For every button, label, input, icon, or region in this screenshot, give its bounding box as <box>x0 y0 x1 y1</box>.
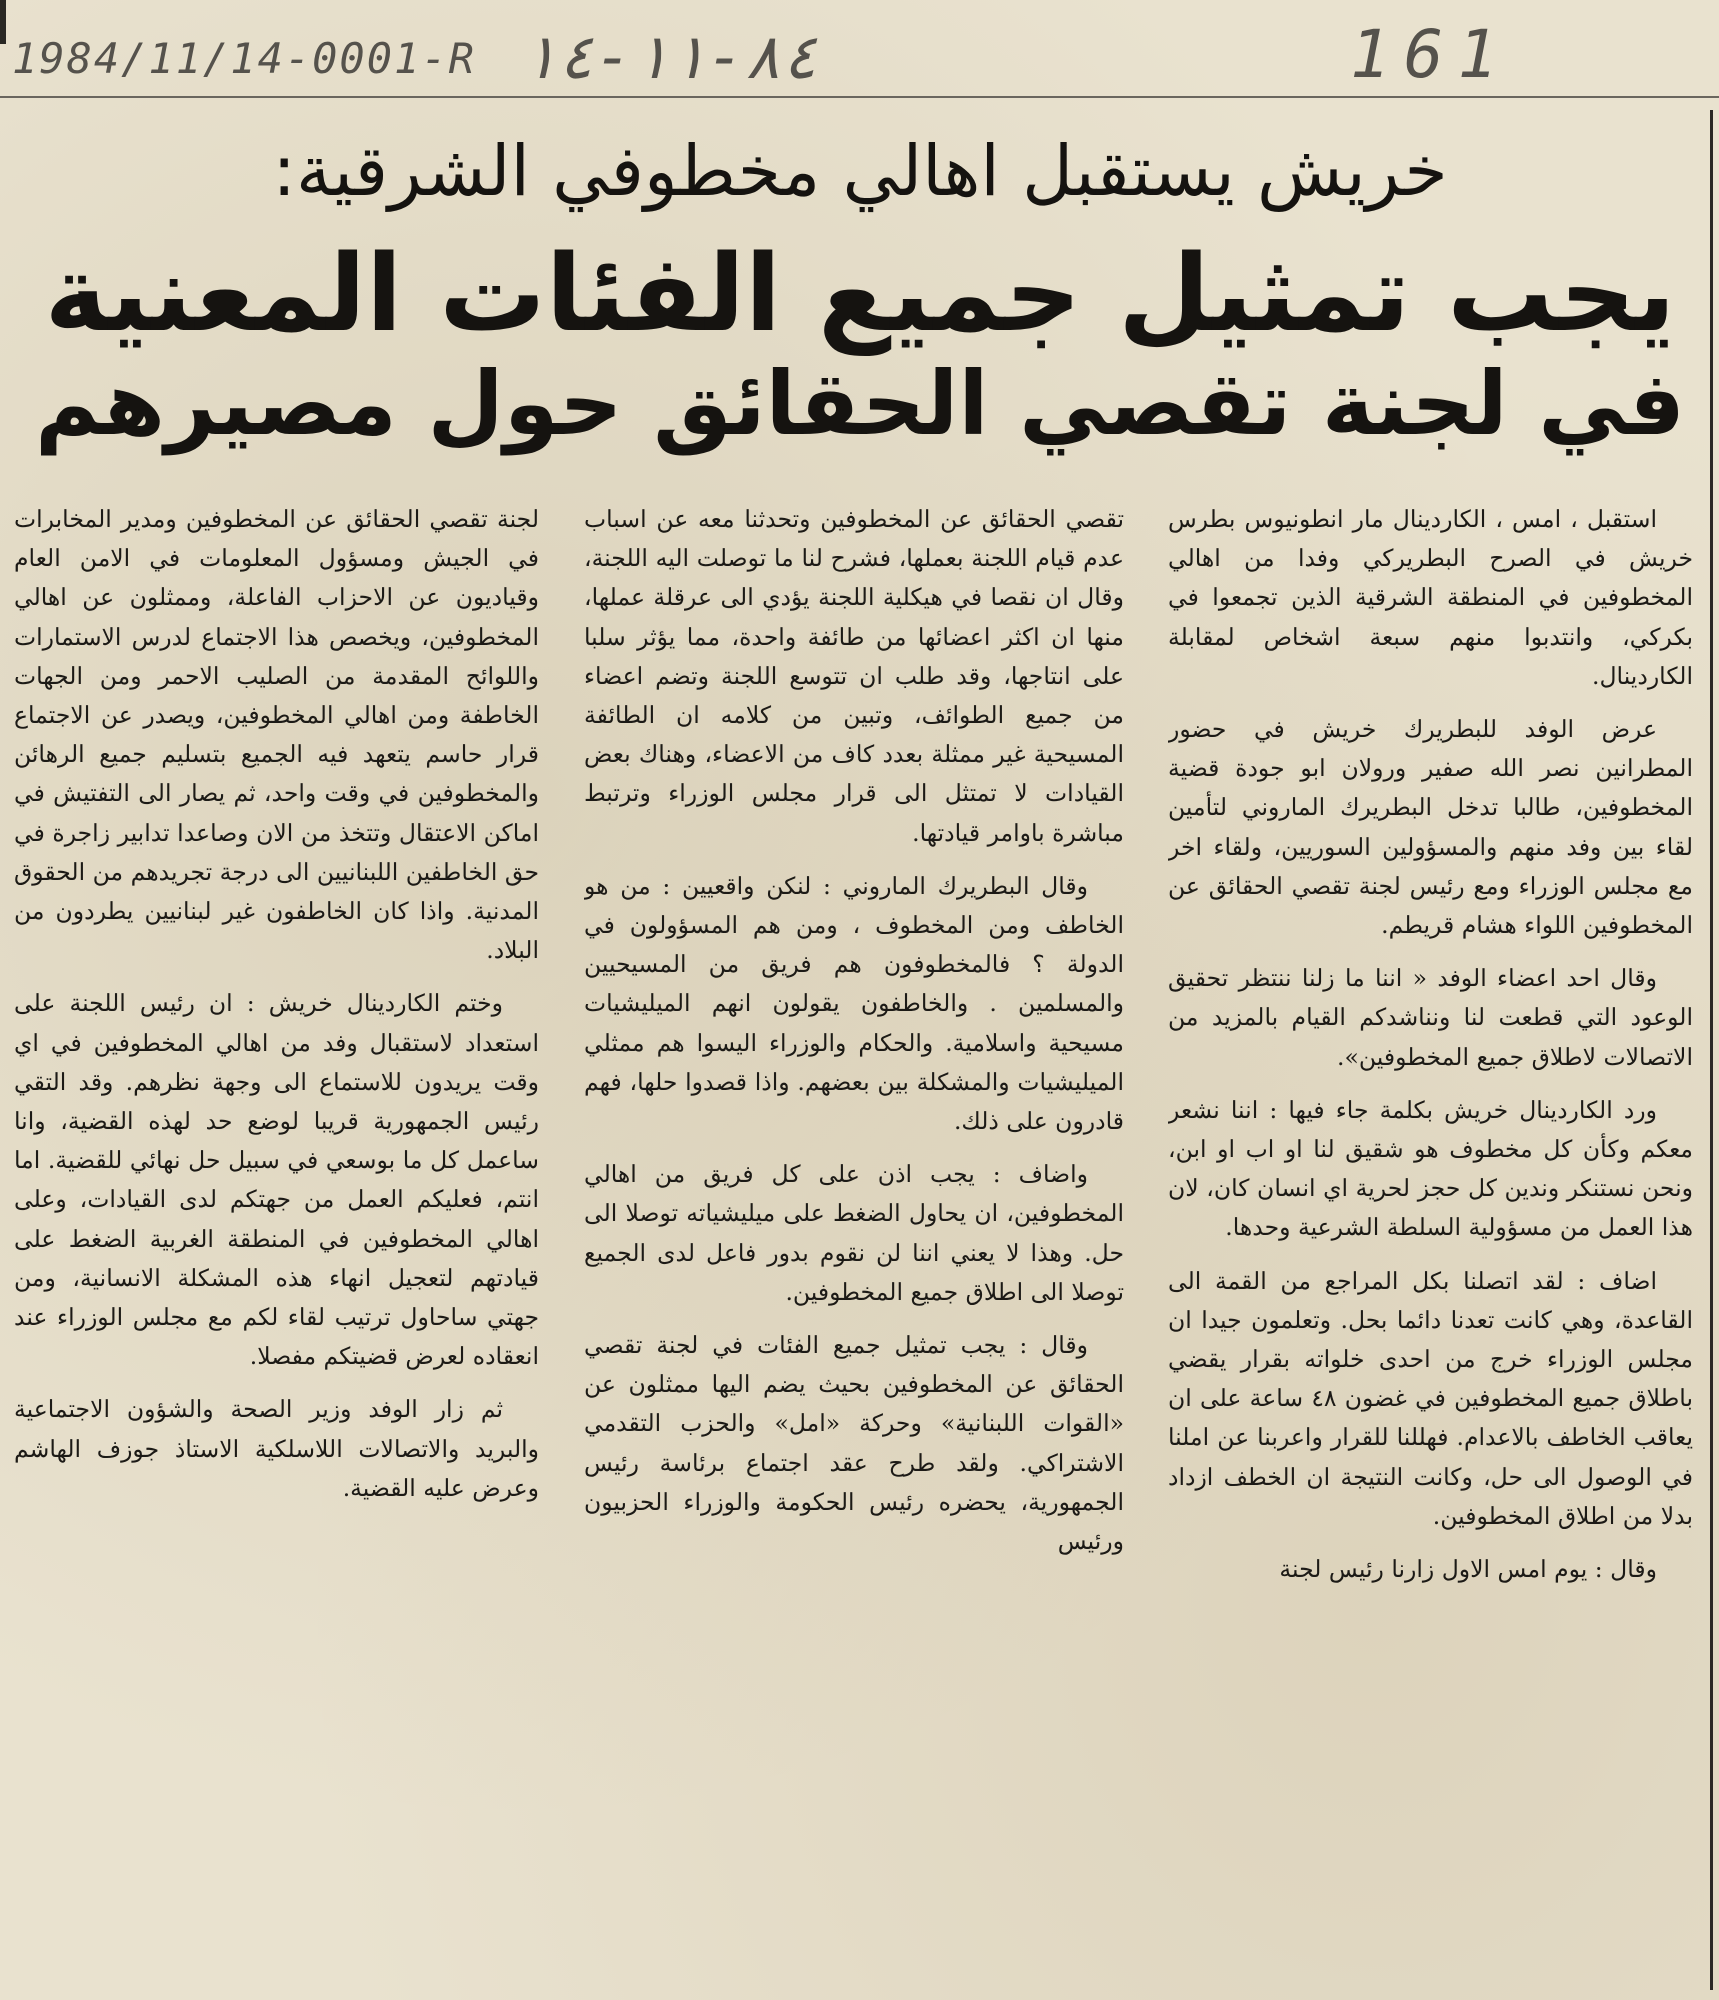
headline-text: في لجنة تقصي الحقائق حول مصيرهم <box>35 352 1685 455</box>
edge-mark <box>0 0 6 44</box>
paragraph: وقال : يجب تمثيل جميع الفئات في لجنة تقصي الحقائق عن المخطوفين بحيث يضم اليها ممثلون عن «القوات اللبنانية» وحركة «امل» والحزب التقدمي الاشتراكي. ولقد طرح عقد اجتماع برئاسة رئيس الجمهورية، يحضره رئيس الحكومة والوزراء الحزبيون ورئيس <box>584 1331 1124 1556</box>
top-rule <box>0 96 1719 98</box>
handwritten-page-number: 161 <box>1350 16 1512 93</box>
headline-text: خريش يستقبل اهالي مخطوفي الشرقية: <box>272 130 1448 212</box>
paragraph: ورد الكاردينال خريش بكلمة جاء فيها : اننا نشعر معكم وكأن كل مخطوف هو شقيق لنا او اب او ابن، ونحن نستنكر وندين كل حجز لحرية اي انسان كان، لان هذا العمل من مسؤولية السلطة الشرعية وحدها. <box>1168 1095 1693 1242</box>
paragraph: عرض الوفد للبطريرك خريش في حضور المطرانين نصر الله صفير ورولان ابو جودة قضية المخطوفين، طالبا تدخل البطريرك الماروني لتأمين لقاء بين وفد منهم والمسؤولين السوريين، ولقاء اخر مع مجلس الوزراء ومع رئيس لجنة تقصي الحقائق عن المخطوفين اللواء هشام قريطم. <box>1168 715 1693 940</box>
paragraph: وختم الكاردينال خريش : ان رئيس اللجنة على استعداد لاستقبال وفد من اهالي المخطوفين في اي وقت يريدون للاستماع الى وجهة نظرهم. وقد التقي رئيس الجمهورية قريبا لوضع حد لهذه القضية، وانا ساعمل كل ما بوسعي في سبيل حل نهائي للقضية. اما انتم، فعليكم العمل من جهتكم لدى القيادات، وعلى اهالي المخطوفين في المنطقة الغربية الضغط على قيادتهم لتعجيل انهاء هذه المشكلة الانسانية، ومن جهتي ساحاول ترتيب لقاء لكم مع مجلس الوزراء عند انعقاده لعرض قضيتكم مفصلا. <box>14 989 539 1371</box>
paragraph: استقبل ، امس ، الكاردينال مار انطونيوس بطرس خريش في الصرح البطريركي وفدا من اهالي المخطوفين في المنطقة الشرقية الذين تجمعوا في بكركي، وانتدبوا منهم سبعة اشخاص لمقابلة الكاردينال. <box>1168 505 1693 690</box>
column-left <box>14 500 539 1990</box>
column-rule <box>1710 110 1713 1990</box>
paragraph: واضاف : يجب اذن على كل فريق من اهالي المخطوفين، ان يحاول الضغط على ميليشياته توصلا الى حل. وهذا لا يعني اننا لن نقوم بدور فاعل لدى الجميع توصلا الى اطلاق جميع المخطوفين. <box>584 1160 1124 1306</box>
headline-line-2 <box>20 352 1700 455</box>
paragraph: وقال : يوم امس الاول زارنا رئيس لجنة <box>1279 1555 1657 1584</box>
column-middle <box>584 500 1124 1990</box>
paragraph: وقال احد اعضاء الوفد « اننا ما زلنا ننتظر تحقيق الوعود التي قطعت لنا ونناشدكم القيام بالمزيد من الاتصالات لاطلاق جميع المخطوفين». <box>1168 964 1693 1071</box>
paragraph: لجنة تقصي الحقائق عن المخطوفين ومدير المخابرات في الجيش ومسؤول المعلومات في الامن العام وقياديون عن الاحزاب الفاعلة، وممثلون عن اهالي المخطوفين، ويخصص هذا الاجتماع لدرس الاستمارات واللوائح المقدمة من الصليب الاحمر ومن الجهات الخاطفة ومن اهالي المخطوفين، ويصدر عن الاجتماع قرار حاسم يتعهد فيه الجميع بتسليم جميع الرهائن والمخطوفين في وقت واحد، ثم يصار الى التفتيش في اماكن الاعتقال وتتخذ من الان وصاعدا تدابير زاجرة في حق الخاطفين اللبنانيين الى درجة تجريدهم من الحقوق المدنية. واذا كان الخاطفون غير لبنانيين يطردون من البلاد. <box>14 505 539 965</box>
column-right <box>1168 500 1693 1990</box>
handwritten-date: ٨٤-١١-١٤ <box>520 20 819 93</box>
paragraph: اضاف : لقد اتصلنا بكل المراجع من القمة الى القاعدة، وهي كانت تعدنا دائما بحل. وتعلمون جيدا ان مجلس الوزراء خرج من احدى خلواته بقرار يقضي باطلاق جميع المخطوفين في غضون ٤٨ ساعة على ان يعاقب الخاطف بالاعدام. فهللنا للقرار واعربنا عن املنا في الوصول الى حل، وكانت النتيجة ان الخطف ازداد بدلا من اطلاق المخطوفين. <box>1168 1266 1693 1530</box>
paragraph: ثم زار الوفد وزير الصحة والشؤون الاجتماعية والبريد والاتصالات اللاسلكية الاستاذ جوزف الهاشم وعرض عليه القضية. <box>14 1395 539 1502</box>
kicker <box>20 130 1700 212</box>
headline-text: يجب تمثيل جميع الفئات المعنية <box>44 232 1676 355</box>
paragraph: تقصي الحقائق عن المخطوفين وتحدثنا معه عن اسباب عدم قيام اللجنة بعملها، فشرح لنا ما توصلت اليه اللجنة، وقال ان نقصا في هيكلية اللجنة يؤدي الى عرقلة عملها، منها ان اكثر اعضائها من طائفة واحدة، مما يؤثر سلبا على انتاجها، وقد طلب ان تتوسع اللجنة وتضم اعضاء من جميع الطوائف، وتبين من كلامه ان الطائفة المسيحية غير ممثلة بعدد كاف من الاعضاء، وهناك بعض القيادات لا تمتثل الى قرار مجلس الوزراء وترتبط مباشرة باوامر قيادتها. <box>584 505 1124 847</box>
paragraph: وقال البطريرك الماروني : لنكن واقعيين : من هو الخاطف ومن المخطوف ، ومن هم المسؤولون في الدولة ؟ فالمخطوفون هم فريق من المسيحيين والمسلمين . والخاطفون يقولون انهم الميليشيات مسيحية واسلامية. والحكام والوزراء اليسوا هم ممثلي الميليشيات والمشكلة بين بعضهم. واذا قصدوا حلها، فهم قادرون على ذلك. <box>584 871 1124 1136</box>
archive-code: 1984/11/14-0001-R <box>12 34 476 83</box>
headline-line-1 <box>20 232 1700 355</box>
